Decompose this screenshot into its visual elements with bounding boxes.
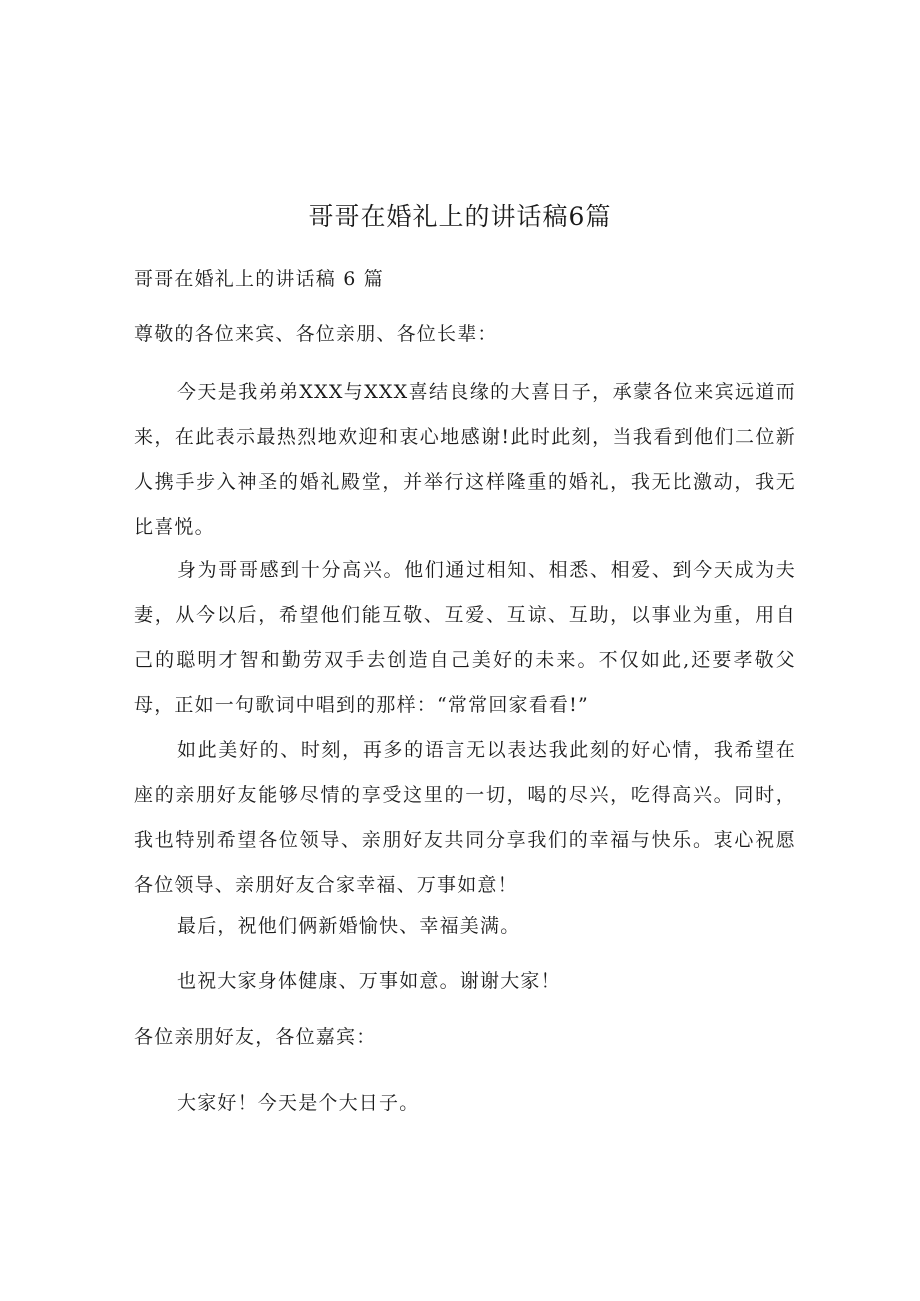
document-title: 哥哥在婚礼上的讲话稿6篇: [308, 202, 612, 231]
document-subtitle: 哥哥在婚礼上的讲话稿 6 篇: [134, 268, 384, 290]
paragraph-gratitude: 如此美好的、时刻，再多的语言无以表达我此刻的好心情，我希望在座的亲朋好友能够尽情的享受这里的一切，喝的尽兴，吃得高兴。同时，我也特别希望各位领导、亲朋好友共同分享我们的幸福与快乐。衷心祝愿各位领导、亲朋好友合家幸福、万事如意！: [134, 739, 796, 896]
paragraph-thanks: 也祝大家身体健康、万事如意。谢谢大家！: [177, 970, 561, 992]
salutation-second: 各位亲朋好友，各位嘉宾：: [134, 1026, 377, 1048]
salutation-first: 尊敬的各位来宾、各位亲朋、各位长辈：: [134, 323, 498, 345]
paragraph-final-blessing: 最后，祝他们俩新婚愉快、幸福美满。: [177, 915, 521, 937]
paragraph-greeting: 大家好！今天是个大日子。: [177, 1092, 420, 1114]
paragraph-wishes: 身为哥哥感到十分高兴。他们通过相知、相悉、相爱、到今天成为夫妻，从今以后，希望他们能互敬、互爱、互谅、互助，以事业为重，用自己的聪明才智和勤劳双手去创造自己美好的未来。不仅如此,还要孝敬父母，正如一句歌词中唱到的那样：“常常回家看看!”: [134, 559, 796, 716]
paragraph-opening: 今天是我弟弟XXX与XXX喜结良缘的大喜日子，承蒙各位来宾远道而来，在此表示最热烈地欢迎和衷心地感谢!此时此刻，当我看到他们二位新人携手步入神圣的婚礼殿堂，并举行这样隆重的婚礼，我无比激动，我无比喜悦。: [134, 381, 796, 538]
